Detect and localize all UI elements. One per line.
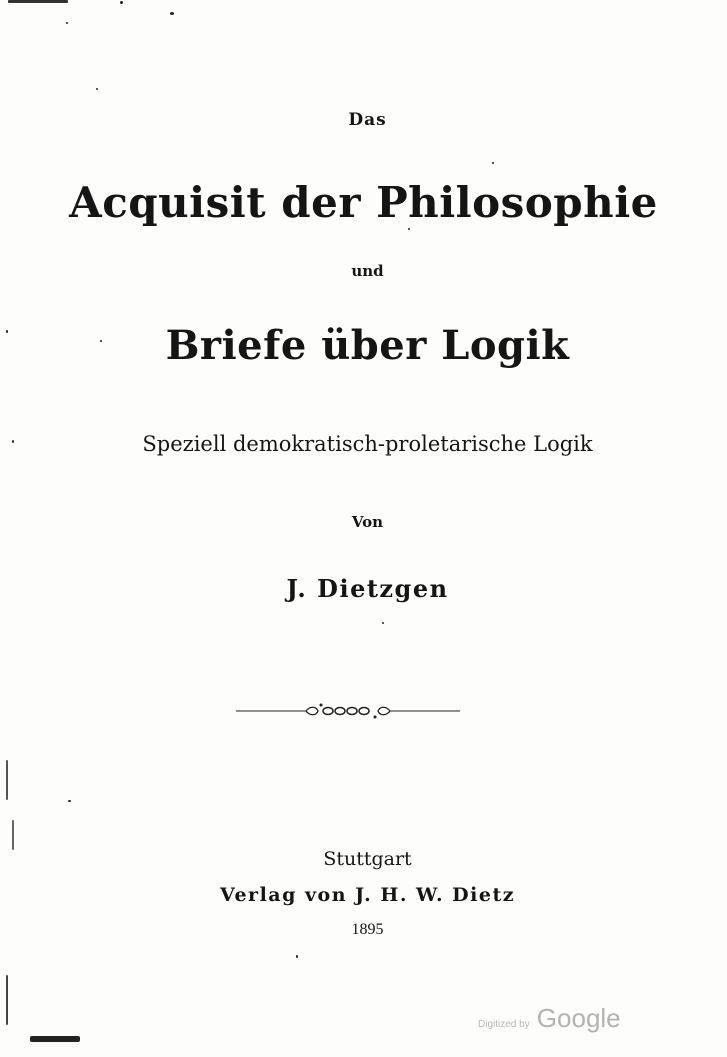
google-logo: Google	[536, 1003, 621, 1033]
second-title: Briefe über Logik	[165, 322, 570, 369]
conjunction-und: und	[351, 262, 384, 280]
main-title: Acquisit der Philosophie	[69, 178, 658, 227]
ornament-divider	[236, 700, 460, 722]
google-watermark	[478, 1003, 621, 1034]
author-name: J. Dietzgen	[286, 574, 449, 603]
article-das: Das	[348, 110, 387, 130]
publication-year: 1895	[351, 921, 384, 938]
by-line: Von	[351, 513, 384, 531]
publication-place: Stuttgart	[323, 848, 412, 870]
subtitle: Speziell demokratisch-proletarische Logik	[142, 432, 593, 456]
watermark-prefix: Digitized by	[478, 1019, 530, 1030]
publisher: Verlag von J. H. W. Dietz	[219, 884, 516, 906]
